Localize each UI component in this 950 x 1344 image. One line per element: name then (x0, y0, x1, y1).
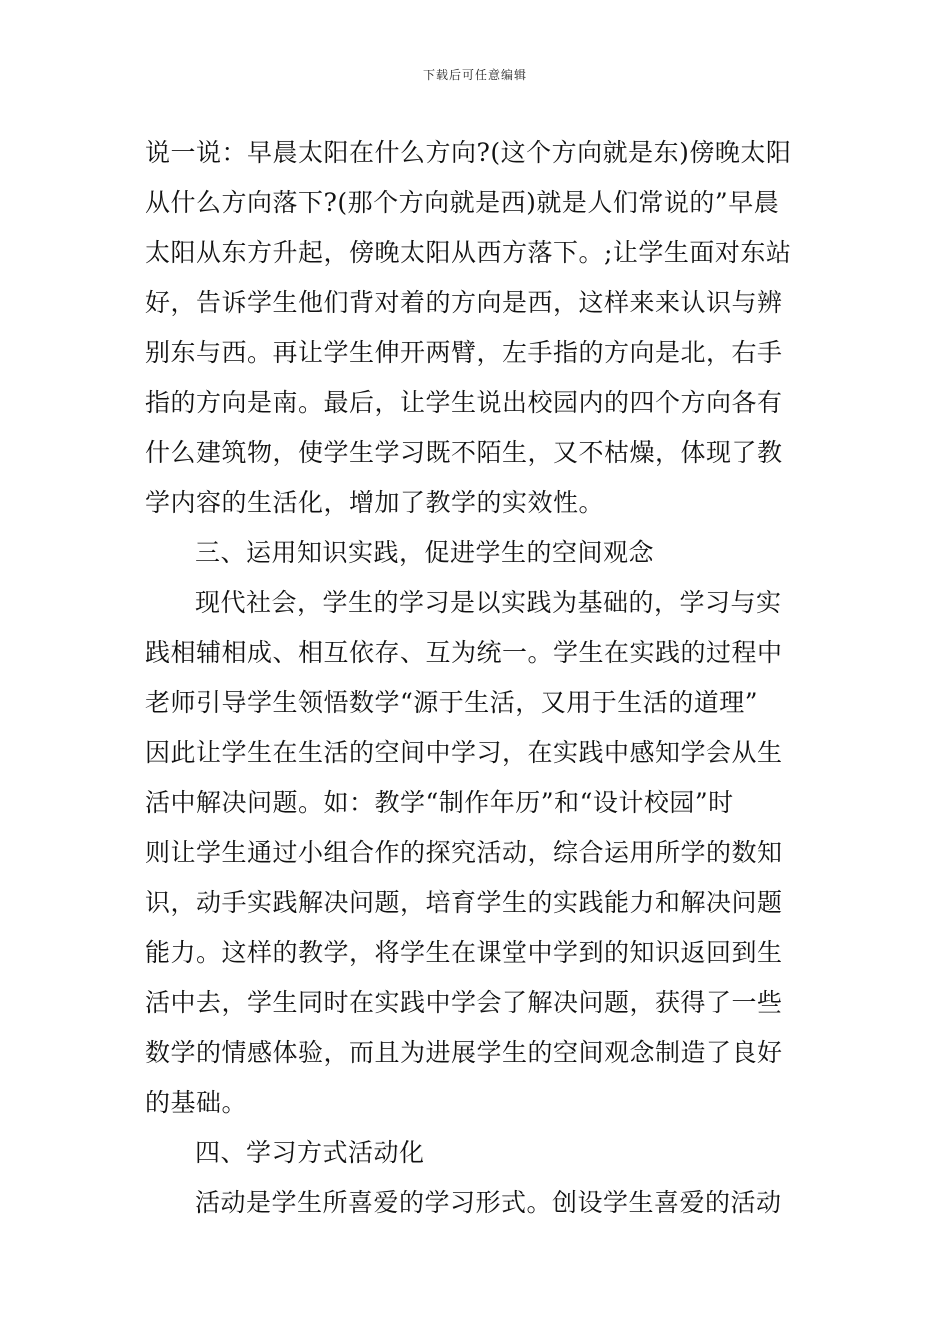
text-line: 从什么方向落下?(那个方向就是西)就是人们常说的”早晨 (145, 188, 780, 217)
text-line: 活动是学生所喜爱的学习形式。创设学生喜爱的活动 (195, 1188, 782, 1217)
text-line: 好，告诉学生他们背对着的方向是西，这样来来认识与辨 (145, 288, 783, 317)
text-line: 四、学习方式活动化 (195, 1138, 425, 1167)
text-line: 什么建筑物，使学生学习既不陌生，又不枯燥，体现了教 (145, 438, 783, 467)
text-line: 三、运用知识实践，促进学生的空间观念 (195, 538, 655, 567)
text-line: 数学的情感体验，而且为进展学生的空间观念制造了良好 (145, 1038, 783, 1067)
document-body (145, 128, 810, 1228)
text-line: 的基础。 (145, 1088, 248, 1117)
text-line: 太阳从东方升起，傍晚太阳从西方落下。;让学生面对东站 (145, 238, 792, 267)
text-line: 现代社会，学生的学习是以实践为基础的，学习与实 (195, 588, 782, 617)
text-line: 能力。这样的教学，将学生在课堂中学到的知识返回到生 (145, 938, 783, 967)
text-line: 学内容的生活化，增加了教学的实效性。 (145, 488, 605, 517)
text-line: 指的方向是南。最后，让学生说出校园内的四个方向各有 (145, 388, 783, 417)
text-line: 则让学生通过小组合作的探究活动，综合运用所学的数知 (145, 838, 783, 867)
text-line: 践相辅相成、相互依存、互为统一。学生在实践的过程中 (145, 638, 783, 667)
text-line: 活中解决问题。如：教学“制作年历”和“设计校园”时 (145, 788, 734, 817)
text-line: 老师引导学生领悟数学“源于生活，又用于生活的道理” (145, 688, 759, 717)
text-line: 活中去，学生同时在实践中学会了解决问题，获得了一些 (145, 988, 783, 1017)
text-line: 识，动手实践解决问题，培育学生的实践能力和解决问题 (145, 888, 783, 917)
text-line: 说一说：早晨太阳在什么方向?(这个方向就是东)傍晚太阳 (145, 138, 792, 167)
text-line: 因此让学生在生活的空间中学习，在实践中感知学会从生 (145, 738, 783, 767)
text-line: 别东与西。再让学生伸开两臂，左手指的方向是北，右手 (145, 338, 783, 367)
page-header: 下载后可任意编辑 (422, 68, 527, 82)
